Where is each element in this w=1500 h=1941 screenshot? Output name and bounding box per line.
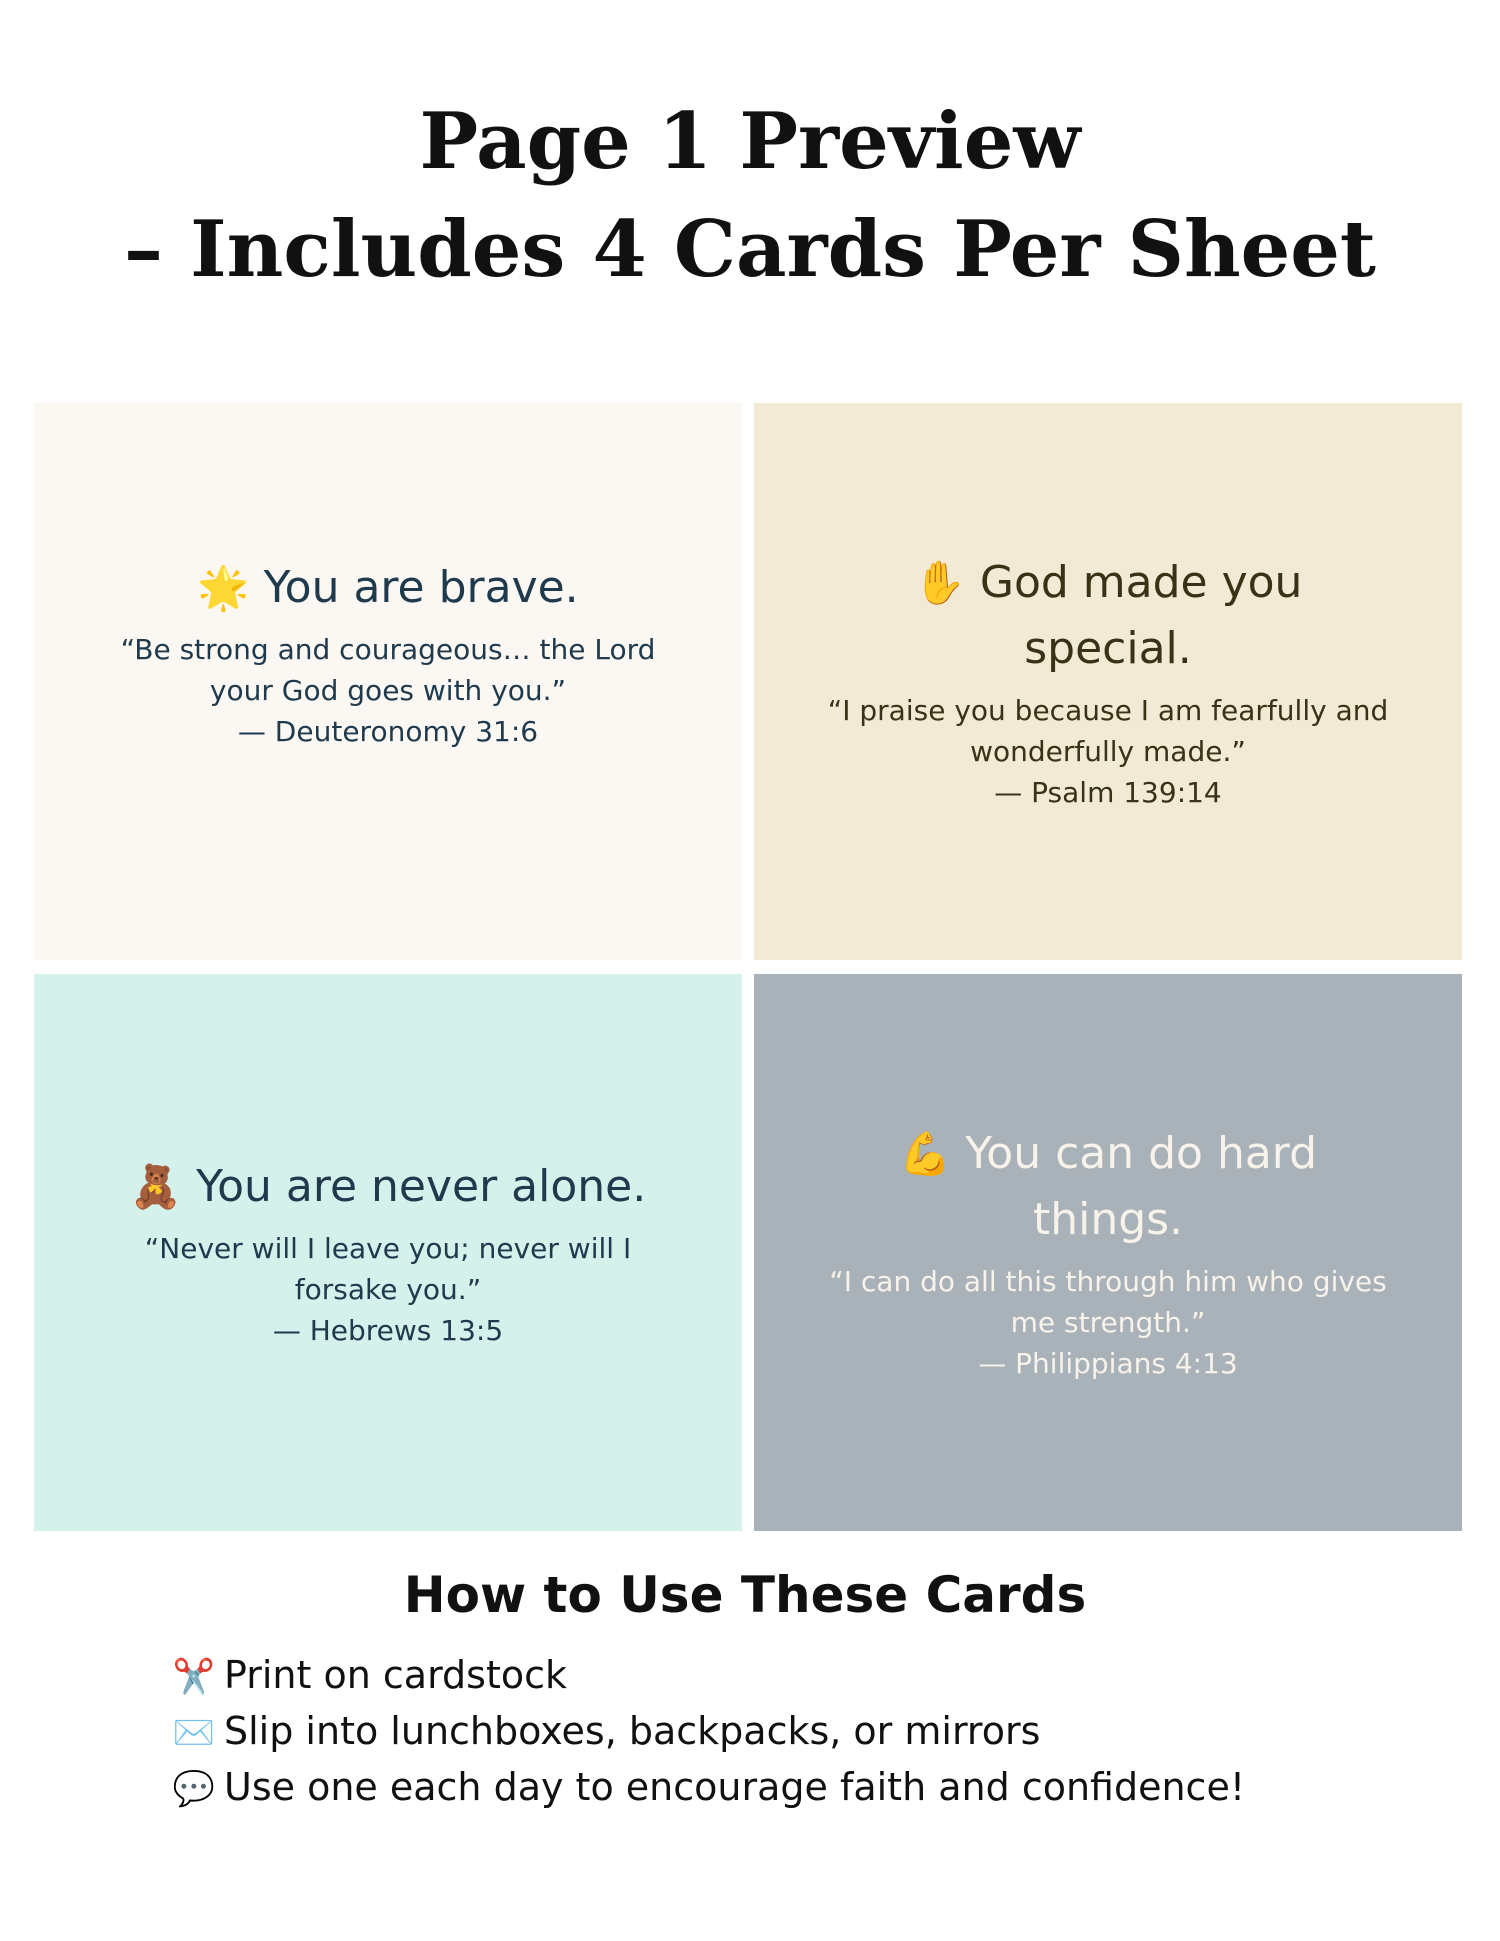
card-headline-text: You can do hard things. bbox=[965, 1128, 1318, 1245]
card-reference: — Deuteronomy 31:6 bbox=[237, 715, 539, 748]
card-you-can-do-hard-things bbox=[754, 974, 1462, 1531]
card-headline bbox=[824, 1121, 1392, 1253]
list-item-text: Slip into lunchboxes, backpacks, or mirrors bbox=[224, 1709, 1041, 1753]
card-reference: — Hebrews 13:5 bbox=[272, 1314, 504, 1347]
card-headline bbox=[824, 550, 1392, 682]
card-verse: “Never will I leave you; never will I forsake you.” bbox=[144, 1232, 632, 1306]
page-title bbox=[0, 88, 1500, 304]
page-title-line-2: – Includes 4 Cards Per Sheet bbox=[124, 204, 1376, 295]
how-to-use-list bbox=[170, 1648, 1245, 1816]
flexed-biceps-icon: 💪 bbox=[898, 1129, 952, 1178]
card-content bbox=[104, 555, 672, 752]
card-you-are-never-alone bbox=[34, 974, 742, 1531]
list-item bbox=[170, 1648, 1245, 1704]
card-verse: “I can do all this through him who gives me strength.” bbox=[829, 1265, 1387, 1339]
list-item bbox=[170, 1760, 1245, 1816]
scissors-icon: ✂️ bbox=[172, 1657, 216, 1697]
card-headline-text: God made you special. bbox=[979, 557, 1303, 674]
sun-icon: 🌟 bbox=[197, 563, 250, 612]
card-reference: — Psalm 139:14 bbox=[994, 776, 1222, 809]
card-reference: — Philippians 4:13 bbox=[978, 1347, 1238, 1380]
card-content bbox=[824, 1121, 1392, 1384]
card-content bbox=[824, 550, 1392, 813]
card-god-made-you-special bbox=[754, 403, 1462, 960]
card-headline-text: You are never alone. bbox=[196, 1161, 647, 1212]
card-you-are-brave bbox=[34, 403, 742, 960]
how-to-use-section bbox=[0, 1560, 1500, 1809]
list-item-text: Print on cardstock bbox=[224, 1653, 568, 1697]
card-verse: “Be strong and courageous… the Lord your God goes with you.” bbox=[120, 633, 656, 707]
envelope-icon: ✉️ bbox=[172, 1713, 216, 1753]
card-content bbox=[104, 1154, 672, 1351]
list-item-text: Use one each day to encourage faith and confidence! bbox=[224, 1765, 1246, 1809]
card-headline bbox=[104, 1154, 672, 1220]
raised-hand-icon: ✋ bbox=[913, 558, 966, 607]
card-headline bbox=[104, 555, 672, 621]
teddy-bear-icon: 🧸 bbox=[129, 1162, 183, 1211]
list-item bbox=[170, 1704, 1245, 1760]
speech-bubble-icon: 💬 bbox=[172, 1769, 216, 1809]
how-to-use-title: How to Use These Cards bbox=[403, 1566, 1087, 1624]
page-title-line-1: Page 1 Preview bbox=[419, 96, 1081, 187]
card-headline-text: You are brave. bbox=[263, 562, 579, 613]
cards-grid bbox=[34, 403, 1462, 1531]
card-verse: “I praise you because I am fearfully and wonderfully made.” bbox=[827, 694, 1389, 768]
